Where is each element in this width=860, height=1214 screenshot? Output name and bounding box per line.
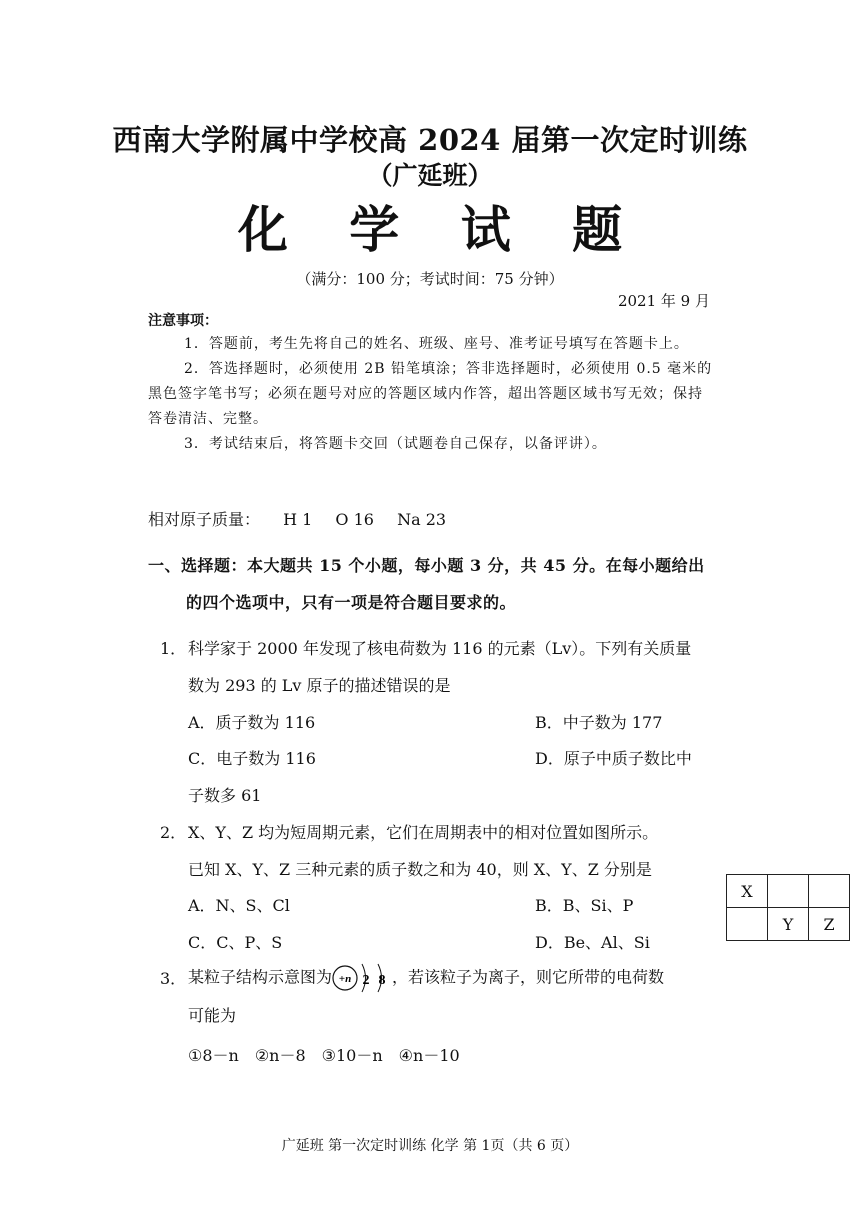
q3-stem-pre: 某粒子结构示意图为: [188, 967, 333, 987]
exam-title-line2: （广延班）: [367, 161, 493, 190]
q1-number: 1．: [160, 639, 187, 658]
q3-choices: ①8－n ②n－8 ③10－n ④n－10: [188, 1046, 460, 1065]
shell-1-electrons: 2: [362, 973, 370, 988]
periodic-position-grid: [726, 874, 850, 941]
atomic-mass-na: Na 23: [397, 510, 447, 529]
ion-structure-diagram: [332, 960, 392, 996]
nucleus-label: +n: [338, 973, 352, 985]
page-footer: 广延班 第一次定时训练 化学 第 1页（共 6 页）: [281, 1138, 579, 1154]
q3-stem-post: ，若该粒子为离子，则它所带的电荷数: [392, 967, 665, 987]
notice-item-1: 1．答题前，考生先将自己的姓名、班级、座号、准考证号填写在答题卡上。: [184, 336, 689, 352]
section-heading-line2: 的四个选项中，只有一项是符合题目要求的。: [186, 593, 517, 612]
atomic-mass-label: 相对原子质量：: [148, 510, 261, 529]
q2-option-a: A．N、S、Cl: [188, 896, 290, 915]
q2-number: 2．: [160, 823, 187, 842]
atomic-mass-line: [148, 507, 446, 530]
grid-cell: [809, 875, 850, 908]
q3-stem-line1: [188, 960, 664, 996]
notice-item-2: 2．答选择题时，必须使用 2B 铅笔填涂；答非选择题时，必须使用 0.5 毫米的黑色签字笔书写；必须在题号对应的答题区域内作答，超出答题区域书写无效；保持答卷清洁、完整。: [148, 361, 713, 427]
exam-date: 2021 年 9 月: [617, 292, 710, 310]
q2-option-c: C．C、P、S: [188, 933, 283, 952]
notice-list: [148, 332, 713, 457]
q1-stem-line2: 数为 293 的 Lv 原子的描述错误的是: [188, 676, 451, 695]
q1-option-d: D．原子中质子数比中: [535, 749, 692, 768]
q2-option-b: B．B、Si、P: [535, 896, 634, 915]
q2-stem-line2: 已知 X、Y、Z 三种元素的质子数之和为 40，则 X、Y、Z 分别是: [188, 860, 652, 879]
grid-cell: Y: [768, 908, 809, 941]
q2-stem-line1: X、Y、Z 均为短周期元素，它们在周期表中的相对位置如图所示。: [188, 823, 659, 842]
q1-option-d-cont: 子数多 61: [188, 786, 262, 805]
grid-row: [727, 908, 850, 941]
q2-option-d: D．Be、Al、Si: [535, 933, 650, 952]
atomic-mass-h: H 1: [283, 510, 313, 529]
grid-cell: [768, 875, 809, 908]
q1-option-c: C．电子数为 116: [188, 749, 316, 768]
notice-item-3: 3．考试结束后，将答题卡交回（试题卷自己保存，以备评讲）。: [184, 436, 607, 452]
shell-2-electrons: 8: [378, 973, 386, 988]
atomic-mass-o: O 16: [335, 510, 374, 529]
q1-option-b: B．中子数为 177: [535, 713, 663, 732]
exam-subject-title: 化 学 试 题: [237, 200, 645, 259]
section-heading-line1: 一、选择题：本大题共 15 个小题，每小题 3 分，共 45 分。在每小题给出: [148, 556, 705, 575]
grid-cell: [727, 908, 768, 941]
q1-option-a: A．质子数为 116: [188, 713, 316, 732]
grid-row: [727, 875, 850, 908]
q3-number: 3．: [160, 969, 187, 988]
exam-title-line1: 西南大学附属中学校高 2024 届第一次定时训练: [112, 123, 748, 157]
grid-cell: X: [727, 875, 768, 908]
grid-cell: Z: [809, 908, 850, 941]
notice-heading: 注意事项：: [148, 313, 218, 329]
q3-stem-line2: 可能为: [188, 1006, 237, 1025]
q1-stem-line1: 科学家于 2000 年发现了核电荷数为 116 的元素（Lv）。下列有关质量: [188, 639, 692, 658]
score-info: （满分：100 分；考试时间：75 分钟）: [296, 270, 564, 288]
